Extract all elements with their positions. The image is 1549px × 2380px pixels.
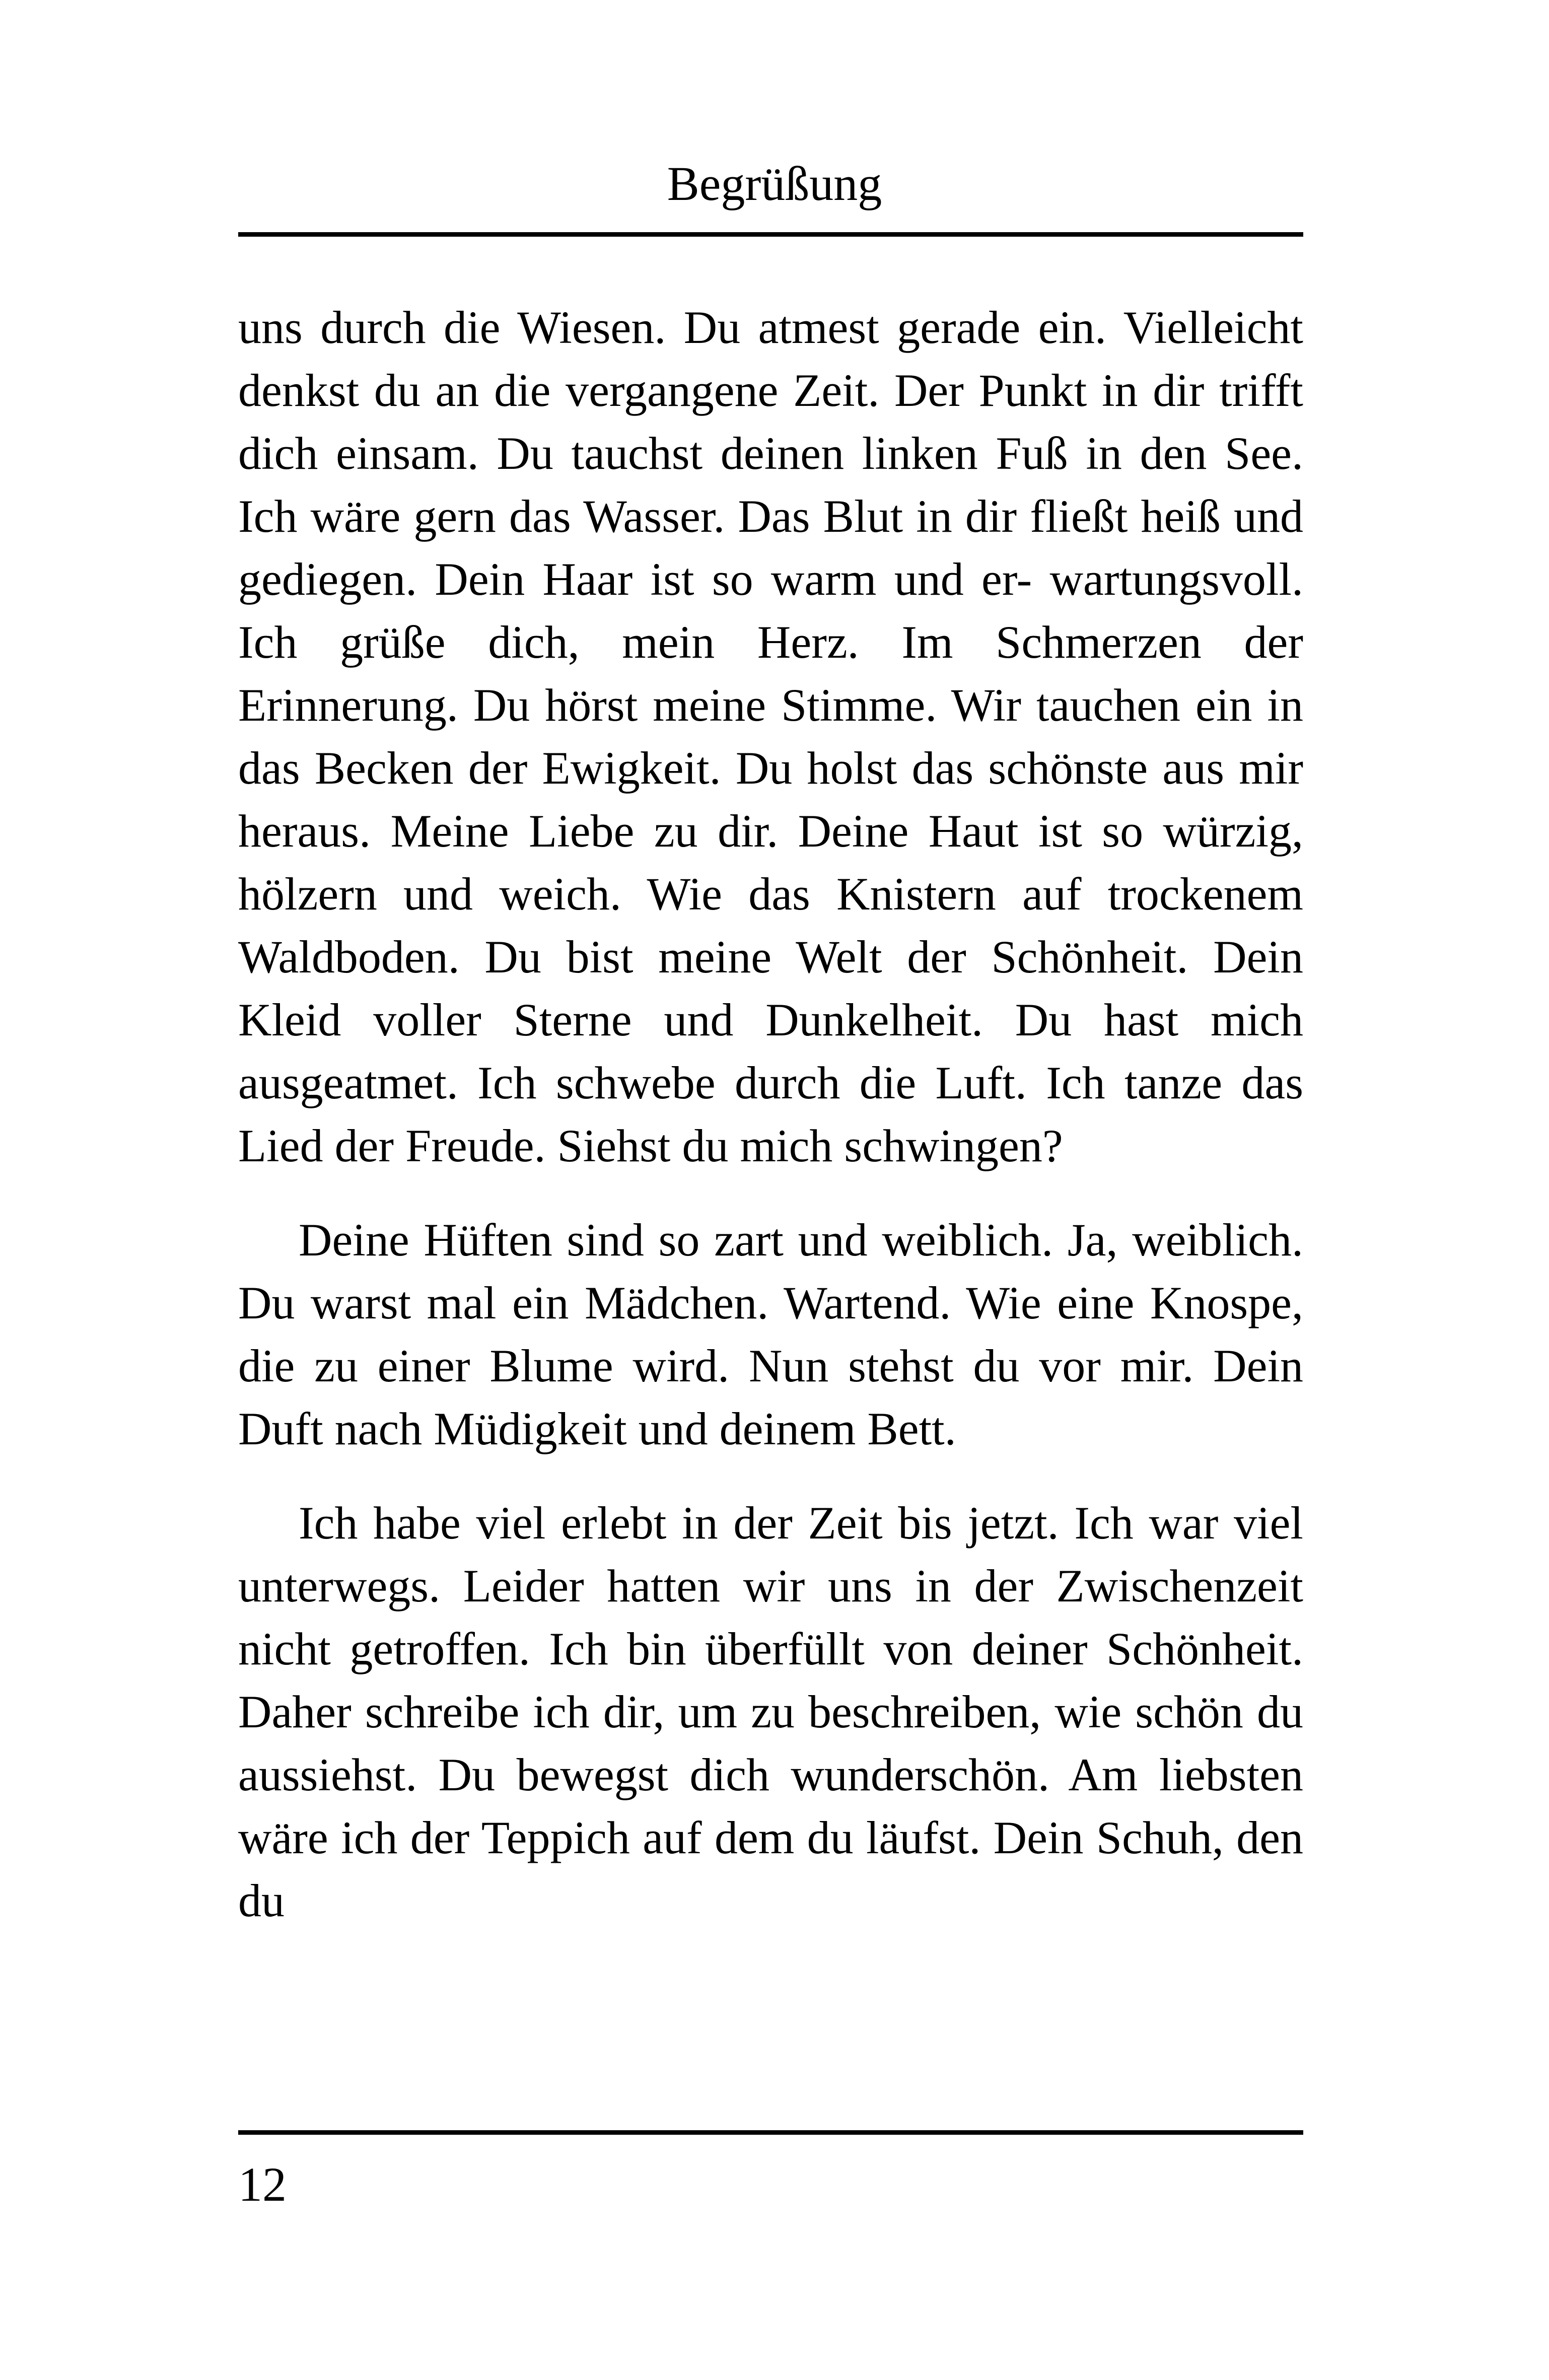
paragraph-continued: uns durch die Wiesen. Du atmest gerade ein. Vielleicht denkst du an die vergangene Zeit. Der Punkt in dir trifft dich einsam. Du tauchst deinen linken Fuß in den See. Ich wäre gern das Wasser. Das Blut in dir fließt heiß und gediegen. Dein Haar ist so warm und er- wartungsvoll. Ich grüße dich, mein Herz. Im Schmerzen der Erinnerung. Du hörst meine Stimme. Wir tauchen ein in das Becken der Ewigkeit. Du holst das schönste aus mir heraus. Meine Liebe zu dir. Deine Haut ist so würzig, hölzern und weich. Wie das Knistern auf trockenem Waldboden. Du bist meine Welt der Schönheit. Dein Kleid voller Sterne und Dunkelheit. Du hast mich ausgeatmet. Ich schwebe durch die Luft. Ich tanze das Lied der Freude. Siehst du mich schwingen? [238,302,1303,1171]
running-header: Begrüßung [667,157,882,211]
body-text [238,296,1303,1932]
header-rule [238,232,1303,237]
page-number: 12 [238,2157,287,2211]
paragraph: Ich habe viel erlebt in der Zeit bis jetzt. Ich war viel unterwegs. Leider hatten wir uns in der Zwischenzeit nicht getroffen. Ich bin überfüllt von deiner Schönheit. Daher schreibe ich dir, um zu beschreiben, wie schön du aussiehst. Du bewegst dich wunderschön. Am liebsten wäre ich der Teppich auf dem du läufst. Dein Schuh, den du [238,1497,1303,1926]
footer-rule [238,2130,1303,2135]
paragraph: Deine Hüften sind so zart und weiblich. Ja, weiblich. Du warst mal ein Mädchen. Wartend. Wie eine Knospe, die zu einer Blume wird. Nun stehst du vor mir. Dein Duft nach Müdigkeit und deinem Bett. [238,1214,1303,1454]
